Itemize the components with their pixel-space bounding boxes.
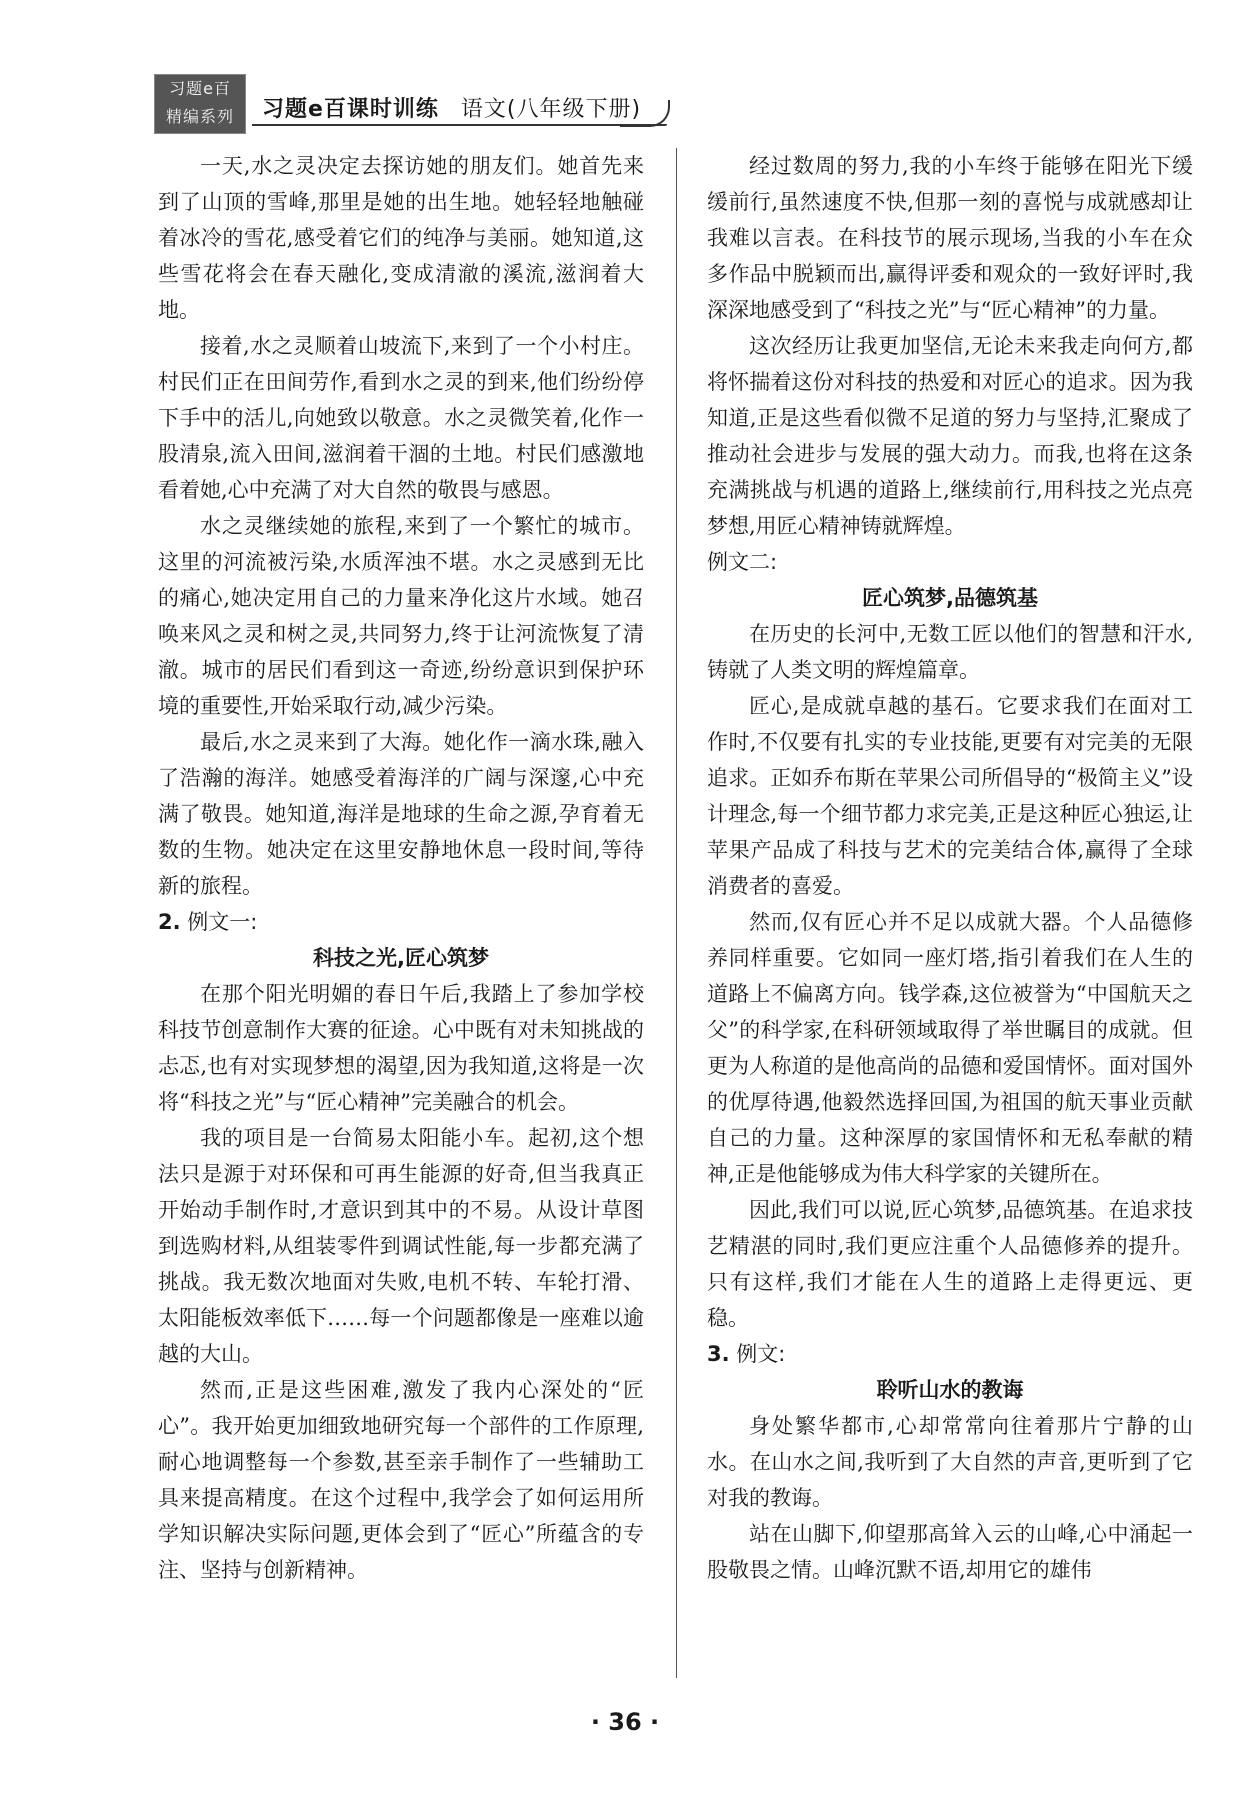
item-3-heading — [707, 1336, 1193, 1372]
page-number: · 36 · — [590, 1708, 660, 1736]
essay-3-title: 聆听山水的教诲 — [876, 1378, 1024, 1402]
essay-2-title: 匠心筑梦,品德筑基 — [862, 586, 1038, 610]
paragraph: 然而,仅有匠心并不足以成就大器。个人品德修养同样重要。它如同一座灯塔,指引着我们在人生的道路上不偏离方向。钱学森,这位被誉为“中国航天之父”的科学家,在科研领域取得了举世瞩目的成就。但更为人称道的是他高尚的品德和爱国情怀。面对国外的优厚待遇,他毅然选择回国,为祖国的航天事业贡献自己的力量。这种深厚的家国情怀和无私奉献的精神,正是他能够成为伟大科学家的关键所在。 — [707, 910, 1193, 1186]
paragraph: 经过数周的努力,我的小车终于能够在阳光下缓缓前行,虽然速度不快,但那一刻的喜悦与成就感却让我难以言表。在科技节的展示现场,当我的小车在众多作品中脱颖而出,赢得评委和观众的一致好评时,我深深地感受到了“科技之光”与“匠心精神”的力量。 — [707, 154, 1193, 322]
column-divider — [676, 148, 677, 1678]
essay-1-title: 科技之光,匠心筑梦 — [313, 946, 489, 970]
header-rule-curve — [620, 100, 670, 127]
left-column — [158, 148, 644, 1588]
paragraph: 水之灵继续她的旅程,来到了一个繁忙的城市。这里的河流被污染,水质浑浊不堪。水之灵感到无比的痛心,她决定用自己的力量来净化这片水域。她召唤来风之灵和树之灵,共同努力,终于让河流恢复了清澈。城市的居民们看到这一奇迹,纷纷意识到保护环境的重要性,开始采取行动,减少污染。 — [158, 514, 644, 718]
paragraph: 这次经历让我更加坚信,无论未来我走向何方,都将怀揣着这份对科技的热爱和对匠心的追求。因为我知道,正是这些看似微不足道的努力与坚持,汇聚成了推动社会进步与发展的强大动力。而我,也将在这条充满挑战与机遇的道路上,继续前行,用科技之光点亮梦想,用匠心精神铸就辉煌。 — [707, 334, 1193, 538]
item-2-number: 2. — [158, 910, 181, 934]
paragraph: 因此,我们可以说,匠心筑梦,品德筑基。在追求技艺精湛的同时,我们更应注重个人品德修养的提升。只有这样,我们才能在人生的道路上走得更远、更稳。 — [707, 1198, 1193, 1330]
paragraph: 我的项目是一台简易太阳能小车。起初,这个想法只是源于对环保和可再生能源的好奇,但当我真正开始动手制作时,才意识到其中的不易。从设计草图到选购材料,从组装零件到调试性能,每一步都充满了挑战。我无数次地面对失败,电机不转、车轮打滑、太阳能板效率低下……每一个问题都像是一座难以逾越的大山。 — [158, 1126, 644, 1366]
paragraph: 在历史的长河中,无数工匠以他们的智慧和汗水,铸就了人类文明的辉煌篇章。 — [707, 622, 1193, 682]
item-2-label: 例文一: — [187, 910, 258, 934]
paragraph: 接着,水之灵顺着山坡流下,来到了一个小村庄。村民们正在田间劳作,看到水之灵的到来,他们纷纷停下手中的活儿,向她致以敬意。水之灵微笑着,化作一股清泉,流入田间,滋润着干涸的土地。村民们感激地看着她,心中充满了对大自然的敬畏与感恩。 — [158, 334, 644, 502]
item-3-label: 例文: — [736, 1342, 786, 1366]
item-2-heading — [158, 904, 644, 940]
essay-2-label: 例文二: — [707, 550, 778, 574]
header-title — [262, 92, 641, 123]
book-title: 习题e百课时训练 — [262, 97, 439, 122]
paragraph: 最后,水之灵来到了大海。她化作一滴水珠,融入了浩瀚的海洋。她感受着海洋的广阔与深邃,心中充满了敬畏。她知道,海洋是地球的生命之源,孕育着无数的生物。她决定在这里安静地休息一段时间,等待新的旅程。 — [158, 730, 644, 898]
series-badge-line2: 精编系列 — [165, 107, 234, 126]
paragraph: 身处繁华都市,心却常常向往着那片宁静的山水。在山水之间,我听到了大自然的声音,更听到了它对我的教诲。 — [707, 1414, 1193, 1510]
paragraph: 一天,水之灵决定去探访她的朋友们。她首先来到了山顶的雪峰,那里是她的出生地。她轻轻地触碰着冰冷的雪花,感受着它们的纯净与美丽。她知道,这些雪花将会在春天融化,变成清澈的溪流,滋润着大地。 — [158, 154, 644, 322]
paragraph: 匠心,是成就卓越的基石。它要求我们在面对工作时,不仅要有扎实的专业技能,更要有对完美的无限追求。正如乔布斯在苹果公司所倡导的“极简主义”设计理念,每一个细节都力求完美,正是这种匠心独运,让苹果产品成了科技与艺术的完美结合体,赢得了全球消费者的喜爱。 — [707, 694, 1193, 898]
header-rule — [252, 124, 667, 126]
series-badge-line1: 习题e百 — [169, 79, 231, 98]
right-column — [707, 148, 1193, 1588]
paragraph: 站在山脚下,仰望那高耸入云的山峰,心中涌起一股敬畏之情。山峰沉默不语,却用它的雄伟 — [707, 1522, 1193, 1582]
item-3-number: 3. — [707, 1342, 730, 1366]
series-badge — [154, 74, 246, 134]
paragraph: 然而,正是这些困难,激发了我内心深处的“匠心”。我开始更加细致地研究每一个部件的工作原理,耐心地调整每一个参数,甚至亲手制作了一些辅助工具来提高精度。在这个过程中,我学会了如何运用所学知识解决实际问题,更体会到了“匠心”所蕴含的专注、坚持与创新精神。 — [158, 1378, 644, 1582]
paragraph: 在那个阳光明媚的春日午后,我踏上了参加学校科技节创意制作大赛的征途。心中既有对未知挑战的忐忑,也有对实现梦想的渴望,因为我知道,这将是一次将“科技之光”与“匠心精神”完美融合的机会。 — [158, 982, 644, 1114]
subject-label: 语文(八年级下册) — [460, 97, 642, 122]
